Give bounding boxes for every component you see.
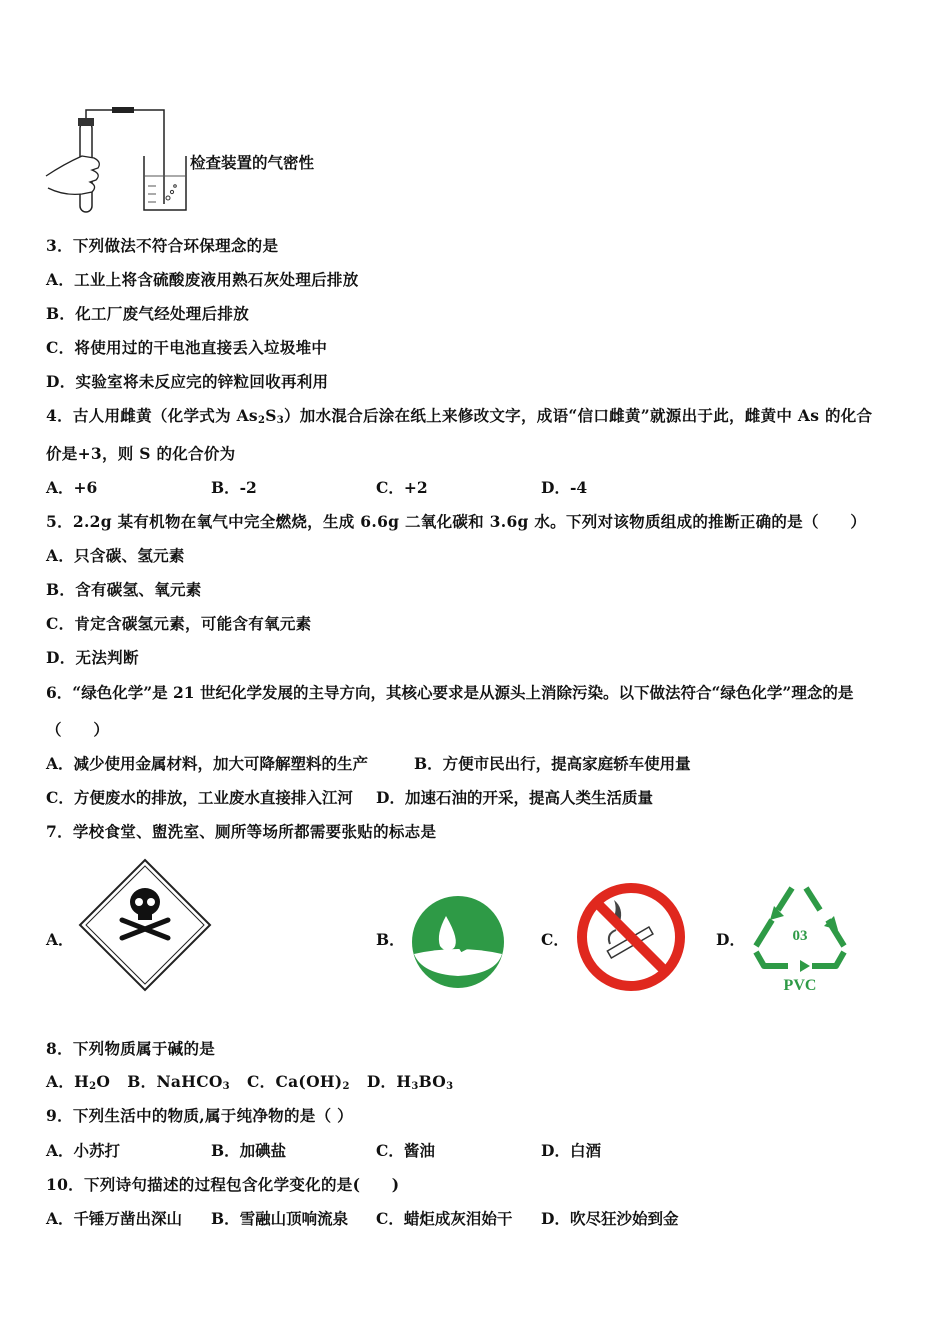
q4-stem-part-c: ）加水混合后涂在纸上来修改文字，成语“信口雌黄”就源出于此，雌黄中 As 的化合 xyxy=(283,406,873,425)
q10-option-c: C．蜡炬成灰泪始干 xyxy=(376,1209,513,1228)
q6-option-c: C．方便废水的排放，工业废水直接排入江河 xyxy=(46,788,353,807)
q8-option-c: C．$Ca(OH)_2$ xyxy=(247,1072,350,1092)
q5-option-c: C．肯定含碳氢元素，可能含有氧元素 xyxy=(46,614,312,633)
q6-stem-line1: 6．“绿色化学”是 21 世纪化学发展的主导方向，其核心要求是从源头上消除污染。以下做法符合“绿色化学”理念的是 xyxy=(46,683,854,702)
q3-option-d: D．实验室将未反应完的锌粒回收再利用 xyxy=(46,372,329,391)
q4-option-a: A．+6 xyxy=(46,478,98,497)
recycle-number: 03 xyxy=(792,928,808,944)
q3-option-b: B．化工厂废气经处理后排放 xyxy=(46,304,250,323)
q8-stem: 8．下列物质属于碱的是 xyxy=(46,1039,216,1058)
q8-option-a: A．$H_2O$ xyxy=(46,1072,111,1092)
q3-option-c: C．将使用过的干电池直接丢入垃圾堆中 xyxy=(46,338,328,357)
q9-stem: 9．下列生活中的物质,属于纯净物的是（ ） xyxy=(46,1106,353,1125)
q9-option-d: D．白酒 xyxy=(541,1141,601,1160)
q4-sub-2: 3 xyxy=(276,415,284,426)
q7-label-b: B． xyxy=(376,930,405,949)
q4-sub-1: 2 xyxy=(257,415,266,426)
q10-option-b: B．雪融山顶响流泉 xyxy=(211,1209,349,1228)
toxic-sign-icon xyxy=(78,858,212,992)
q5-stem: 5．2.2g 某有机物在氧气中完全燃烧，生成 6.6g 二氧化碳和 3.6g 水。下列对该物质组成的推断正确的是（ ） xyxy=(46,512,867,531)
q4-stem-part-a: 4．古人用雌黄（化学式为 As xyxy=(46,406,258,425)
q7-label-d: D． xyxy=(716,930,745,949)
q3-option-a: A．工业上将含硫酸废液用熟石灰处理后排放 xyxy=(46,270,359,289)
q10-option-a: A．千锤万凿出深山 xyxy=(46,1209,183,1228)
q8-options xyxy=(46,1070,453,1092)
q6-option-b: B．方便市民出行，提高家庭轿车使用量 xyxy=(414,754,691,773)
q6-option-d: D．加速石油的开采，提高人类生活质量 xyxy=(376,788,653,807)
q7-stem: 7．学校食堂、盥洗室、厕所等场所都需要张贴的标志是 xyxy=(46,822,437,841)
q4-option-c: C．+2 xyxy=(376,478,428,497)
q9-option-a: A．小苏打 xyxy=(46,1141,121,1160)
q5-option-a: A．只含碳、氢元素 xyxy=(46,546,185,565)
apparatus-caption: 检查装置的气密性 xyxy=(190,153,315,172)
q7-label-a: A． xyxy=(46,930,74,949)
q4-stem-line1 xyxy=(46,404,872,426)
q10-option-d: D．吹尽狂沙始到金 xyxy=(541,1209,679,1228)
q4-option-b: B．-2 xyxy=(211,478,257,497)
q4-option-d: D．-4 xyxy=(541,478,588,497)
q6-stem-line2: （ ） xyxy=(46,720,110,739)
q7-label-c: C． xyxy=(541,930,569,949)
q6-option-a: A．减少使用金属材料，加大可降解塑料的生产 xyxy=(46,754,369,773)
recycle-text: PVC xyxy=(783,977,817,994)
q5-option-d: D．无法判断 xyxy=(46,648,139,667)
q4-stem-part-b: S xyxy=(265,406,277,425)
airtightness-apparatus-figure xyxy=(44,104,194,216)
q8-option-d: D．$H_3BO_3$ xyxy=(366,1072,454,1092)
water-saving-sign-icon xyxy=(410,894,506,990)
q8-option-b: B．NaHCO$_3$ xyxy=(127,1072,230,1092)
q10-stem: 10．下列诗句描述的过程包含化学变化的是( ) xyxy=(46,1175,400,1194)
recycling-sign-icon xyxy=(748,880,852,994)
q3-stem: 3．下列做法不符合环保理念的是 xyxy=(46,236,279,255)
q9-option-c: C．酱油 xyxy=(376,1141,435,1160)
q5-option-b: B．含有碳氢、氧元素 xyxy=(46,580,202,599)
q9-option-b: B．加碘盐 xyxy=(211,1141,287,1160)
q4-stem-line2: 价是+3，则 S 的化合价为 xyxy=(46,444,236,463)
no-smoking-sign-icon xyxy=(576,882,686,992)
